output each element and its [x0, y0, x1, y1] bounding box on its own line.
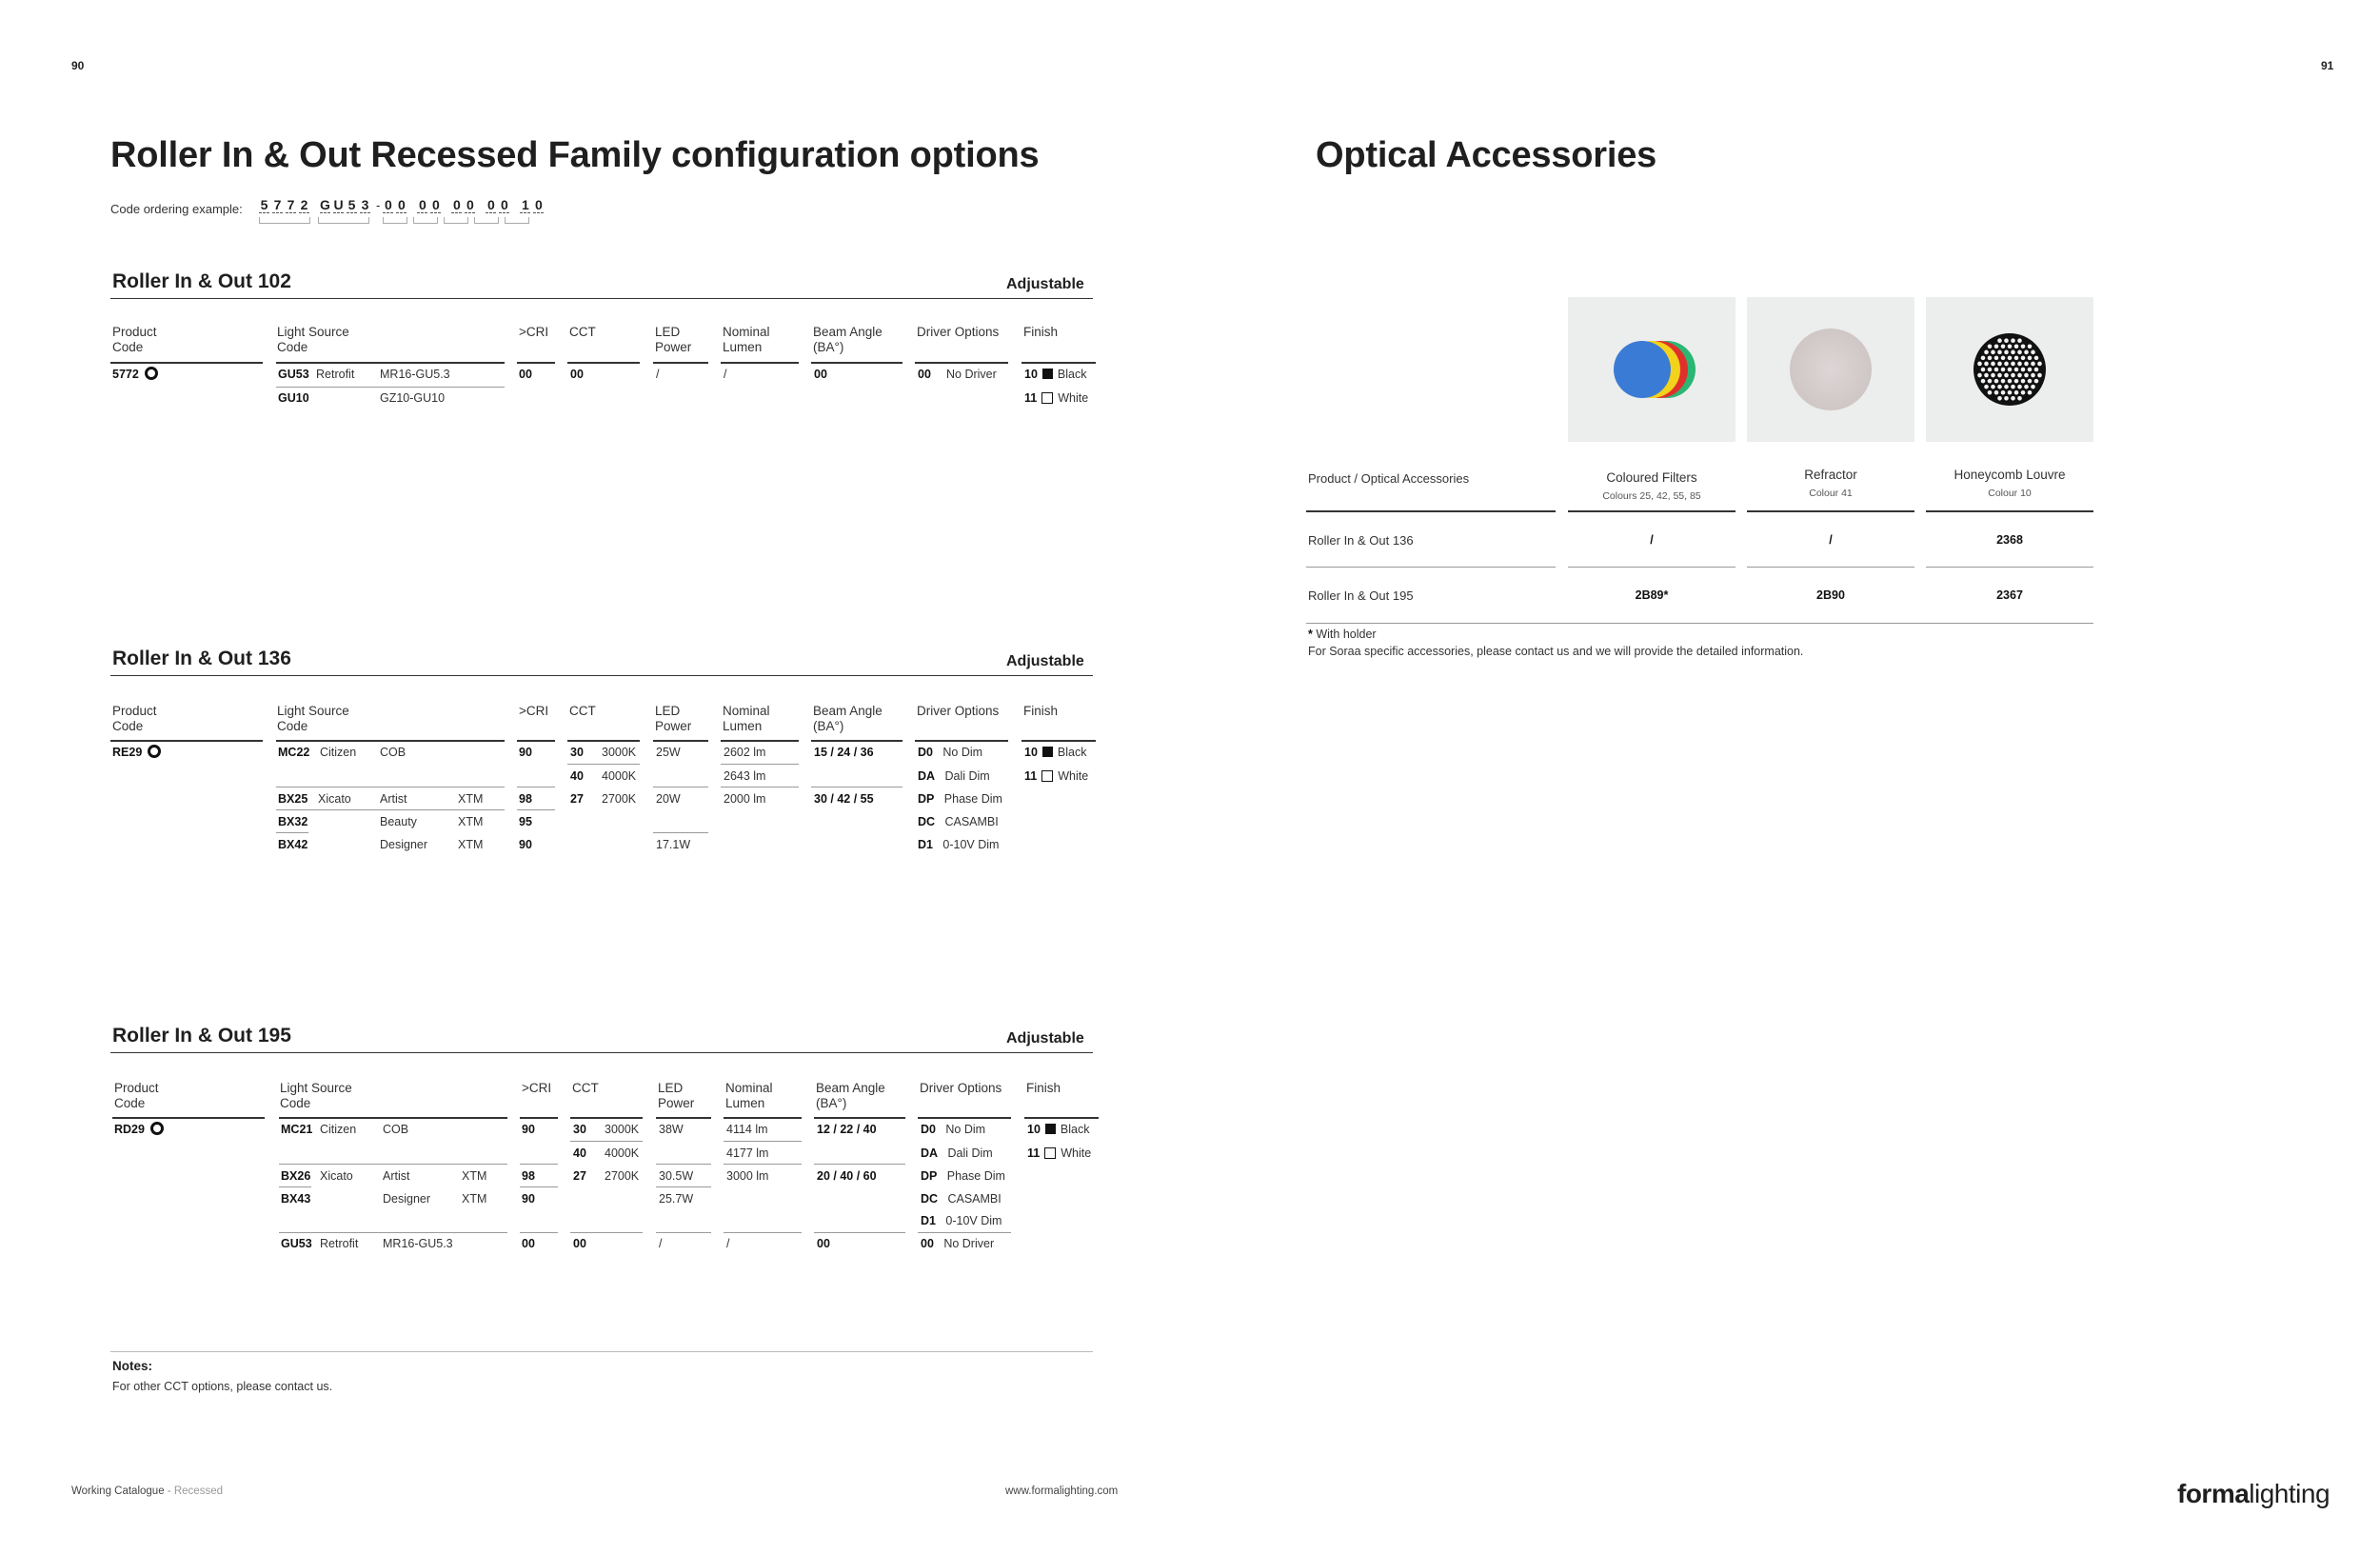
header-finish: Finish: [1023, 325, 1059, 339]
finish-white: 11 White: [1024, 769, 1089, 783]
driver-option: DC CASAMBI: [918, 815, 999, 828]
notes-title: Notes:: [112, 1359, 153, 1373]
ls-type: MR16-GU5.3: [383, 1237, 453, 1250]
driver-option: DC CASAMBI: [921, 1192, 1002, 1206]
ls-code: GU53: [281, 1237, 312, 1250]
acc-footnote: * With holder: [1308, 628, 1377, 641]
ls-type: COB: [380, 746, 407, 759]
adjustable-label-102: Adjustable: [1006, 276, 1084, 292]
ls-brand: Retrofit: [320, 1237, 359, 1250]
refractor-image: [1747, 297, 1914, 442]
cct-code: 40: [573, 1146, 586, 1160]
code-char: 0: [466, 197, 474, 212]
ls-series: Designer: [383, 1192, 431, 1206]
honeycomb-louvre-icon: [1926, 297, 2093, 442]
ls-series: Beauty: [380, 815, 417, 828]
acc-value: 2B89*: [1635, 588, 1669, 602]
product-code-102: 5772: [112, 368, 158, 381]
white-swatch-icon: [1044, 1147, 1056, 1159]
product-code-195: RD29: [114, 1123, 164, 1136]
acc-header-coloured-filters: Coloured Filters Colours 25, 42, 55, 85: [1602, 470, 1701, 502]
code-char: 0: [534, 197, 543, 212]
cri-value: 90: [519, 838, 532, 851]
ls-brand: Xicato: [320, 1169, 353, 1183]
cri-value: 90: [522, 1123, 535, 1136]
header-driver-options: Driver Options: [920, 1081, 1002, 1095]
driver-option: DP Phase Dim: [921, 1169, 1005, 1183]
header-product-code: Product Code: [112, 325, 157, 354]
header-beam-angle: Beam Angle (BA°): [816, 1081, 885, 1110]
code-char: 0: [397, 197, 406, 212]
header-driver-options: Driver Options: [917, 704, 1000, 718]
cri-value: 00: [522, 1237, 535, 1250]
ls-series: Designer: [380, 838, 428, 851]
adjustable-label-195: Adjustable: [1006, 1030, 1084, 1047]
cri-value: 00: [519, 368, 532, 381]
lumen-value: 2000 lm: [724, 792, 766, 806]
code-dash: -: [376, 198, 381, 212]
driver-option: D0 No Dim: [918, 746, 983, 759]
code-char: 7: [287, 197, 295, 212]
white-swatch-icon: [1041, 770, 1053, 782]
header-cct: CCT: [569, 325, 596, 339]
lumen-value: /: [726, 1237, 730, 1250]
code-bracket: [318, 217, 369, 224]
acc-value: /: [1650, 533, 1654, 547]
lumen-value: 4177 lm: [726, 1146, 769, 1160]
black-swatch-icon: [1045, 1124, 1056, 1134]
acc-row-name: Roller In & Out 136: [1308, 533, 1414, 548]
white-swatch-icon: [1041, 392, 1053, 404]
driver-code: 00: [918, 368, 931, 381]
ls-type: Retrofit: [316, 368, 355, 381]
header-cct: CCT: [572, 1081, 599, 1095]
header-nominal-lumen: Nominal Lumen: [723, 325, 770, 354]
ls-type: XTM: [458, 815, 484, 828]
code-char: 1: [521, 197, 529, 212]
ls-type: XTM: [462, 1169, 487, 1183]
ls-type: XTM: [458, 838, 484, 851]
acc-note: For Soraa specific accessories, please contact us and we will provide the detailed information.: [1308, 645, 1804, 658]
header-nominal-lumen: Nominal Lumen: [725, 1081, 773, 1110]
cct-value: 3000K: [605, 1123, 640, 1136]
cct-value: 4000K: [605, 1146, 640, 1160]
header-led-power: LED Power: [655, 325, 692, 354]
acc-value: 2368: [1996, 533, 2023, 547]
section-title-136: Roller In & Out 136: [112, 648, 291, 669]
ls-type: COB: [383, 1123, 409, 1136]
cri-value: 98: [522, 1169, 535, 1183]
ls-type: XTM: [462, 1192, 487, 1206]
code-char: G: [320, 197, 330, 212]
adjustable-ring-icon: [150, 1122, 164, 1135]
header-nominal-lumen: Nominal Lumen: [723, 704, 770, 733]
cct-code: 30: [573, 1123, 586, 1136]
code-bracket: [444, 217, 468, 224]
cri-value: 98: [519, 792, 532, 806]
code-bracket: [383, 217, 407, 224]
driver-option: DA Dali Dim: [921, 1146, 993, 1160]
finish-black: 10 Black: [1027, 1123, 1090, 1136]
finish-white: 11 White: [1027, 1146, 1092, 1160]
code-char: 0: [431, 197, 440, 212]
power-value: 17.1W: [656, 838, 691, 851]
section-title-195: Roller In & Out 195: [112, 1025, 291, 1047]
driver-option: DP Phase Dim: [918, 792, 1002, 806]
adjustable-label-136: Adjustable: [1006, 653, 1084, 669]
power-value: 30.5W: [659, 1169, 694, 1183]
ls-type: XTM: [458, 792, 484, 806]
ls-code: BX42: [278, 838, 308, 851]
lumen-value: 4114 lm: [726, 1123, 768, 1136]
acc-value: 2367: [1996, 588, 2023, 602]
header-light-source: Light Source Code: [277, 325, 349, 354]
code-char: 0: [418, 197, 426, 212]
code-bracket: [505, 217, 529, 224]
beam-value: 00: [814, 368, 827, 381]
beam-value: 20 / 40 / 60: [817, 1169, 877, 1183]
header-product-code: Product Code: [112, 704, 157, 733]
ls-model: GZ10-GU10: [380, 391, 446, 405]
coloured-filters-icon: [1568, 297, 1735, 442]
driver-name: No Driver: [946, 368, 997, 381]
refractor-icon: [1747, 297, 1914, 442]
ls-code: BX43: [281, 1192, 311, 1206]
beam-value: 15 / 24 / 36: [814, 746, 874, 759]
code-char: 0: [500, 197, 508, 212]
code-example-chars: [259, 197, 546, 214]
cri-value: 95: [519, 815, 532, 828]
ls-series: Artist: [383, 1169, 410, 1183]
driver-option: DA Dali Dim: [918, 769, 990, 783]
driver-option: D0 No Dim: [921, 1123, 986, 1136]
acc-value: 2B90: [1816, 588, 1845, 602]
header-finish: Finish: [1023, 704, 1059, 718]
cct-value: 2700K: [602, 792, 637, 806]
code-char: 5: [347, 197, 356, 212]
acc-header-honeycomb: Honeycomb Louvre Colour 10: [1954, 468, 2066, 499]
header-cct: CCT: [569, 704, 596, 718]
header-led-power: LED Power: [655, 704, 692, 733]
acc-header-refractor: Refractor Colour 41: [1804, 468, 1857, 499]
black-swatch-icon: [1042, 369, 1053, 379]
acc-value: /: [1829, 533, 1833, 547]
ls-code: MC22: [278, 746, 310, 759]
honeycomb-louvre-image: [1926, 297, 2093, 442]
header-cri: >CRI: [519, 325, 549, 339]
code-char: U: [333, 197, 344, 212]
notes-text: For other CCT options, please contact us.: [112, 1380, 333, 1393]
cri-value: 90: [522, 1192, 535, 1206]
power-value: 38W: [659, 1123, 684, 1136]
footer-website[interactable]: www.formalighting.com: [1005, 1485, 1119, 1497]
header-cri: >CRI: [519, 704, 549, 718]
acc-row-name: Roller In & Out 195: [1308, 588, 1414, 603]
header-light-source: Light Source Code: [280, 1081, 352, 1110]
cct-code: 27: [570, 792, 584, 806]
ls-code: BX25: [278, 792, 308, 806]
power-value: /: [659, 1237, 663, 1250]
cct-code: 27: [573, 1169, 586, 1183]
code-char: 0: [486, 197, 495, 212]
code-bracket: [413, 217, 438, 224]
code-char: 3: [361, 197, 369, 212]
cri-value: 90: [519, 746, 532, 759]
cct-value: 4000K: [602, 769, 637, 783]
header-beam-angle: Beam Angle (BA°): [813, 325, 883, 354]
coloured-filters-image: [1568, 297, 1735, 442]
section-title-102: Roller In & Out 102: [112, 270, 291, 292]
finish-black: 10 Black: [1024, 746, 1087, 759]
header-driver-options: Driver Options: [917, 325, 1000, 339]
footer-catalogue: Working Catalogue - Recessed: [71, 1485, 223, 1497]
header-led-power: LED Power: [658, 1081, 695, 1110]
page-number-right: 91: [2321, 59, 2334, 72]
lumen-value: 3000 lm: [726, 1169, 769, 1183]
cct-value: 2700K: [605, 1169, 640, 1183]
brand-logo: formalighting: [2177, 1479, 2330, 1508]
finish-white: 11 White: [1024, 391, 1089, 405]
ls-code: BX26: [281, 1169, 311, 1183]
code-char: 0: [452, 197, 461, 212]
ls-code: MC21: [281, 1123, 313, 1136]
lumen-value: 2602 lm: [724, 746, 766, 759]
code-example-label: Code ordering example:: [110, 202, 243, 216]
header-beam-angle: Beam Angle (BA°): [813, 704, 883, 733]
section-rule: [110, 675, 1093, 676]
ls-brand: Xicato: [318, 792, 351, 806]
beam-value: 30 / 42 / 55: [814, 792, 874, 806]
ls-series: Artist: [380, 792, 407, 806]
finish-black: 10 Black: [1024, 368, 1087, 381]
power-value: /: [656, 368, 660, 381]
cct-code: 40: [570, 769, 584, 783]
product-code-136: RE29: [112, 746, 161, 759]
power-value: 20W: [656, 792, 681, 806]
power-value: 25.7W: [659, 1192, 694, 1206]
driver-option: 00 No Driver: [921, 1237, 995, 1250]
ls-brand: Citizen: [320, 746, 357, 759]
page-title-left: Roller In & Out Recessed Family configuration options: [110, 135, 1040, 175]
beam-value: 12 / 22 / 40: [817, 1123, 877, 1136]
header-cri: >CRI: [522, 1081, 552, 1095]
section-rule: [110, 298, 1093, 299]
driver-option: D1 0-10V Dim: [921, 1214, 1002, 1227]
cct-value: 00: [570, 368, 584, 381]
code-bracket: [259, 217, 310, 224]
black-swatch-icon: [1042, 747, 1053, 757]
adjustable-ring-icon: [148, 745, 161, 758]
code-bracket: [474, 217, 499, 224]
ls-brand: Citizen: [320, 1123, 357, 1136]
cct-value: 00: [573, 1237, 586, 1250]
section-rule: [110, 1052, 1093, 1053]
lumen-value: 2643 lm: [724, 769, 766, 783]
ls-model: MR16-GU5.3: [380, 368, 450, 381]
accessories-col-header: Product / Optical Accessories: [1308, 471, 1470, 486]
lumen-value: /: [724, 368, 727, 381]
header-product-code: Product Code: [114, 1081, 159, 1110]
code-char: 2: [300, 197, 308, 212]
ls-code: GU10: [278, 391, 309, 405]
code-char: 5: [260, 197, 268, 212]
header-finish: Finish: [1026, 1081, 1061, 1095]
driver-option: D1 0-10V Dim: [918, 838, 1000, 851]
ls-code: BX32: [278, 815, 308, 828]
page-number-left: 90: [71, 59, 85, 72]
header-light-source: Light Source Code: [277, 704, 349, 733]
cct-value: 3000K: [602, 746, 637, 759]
ls-code: GU53: [278, 368, 309, 381]
page-title-right: Optical Accessories: [1316, 135, 1657, 175]
cct-code: 30: [570, 746, 584, 759]
power-value: 25W: [656, 746, 681, 759]
beam-value: 00: [817, 1237, 830, 1250]
code-char: 7: [273, 197, 282, 212]
code-char: 0: [384, 197, 392, 212]
adjustable-ring-icon: [145, 367, 158, 380]
